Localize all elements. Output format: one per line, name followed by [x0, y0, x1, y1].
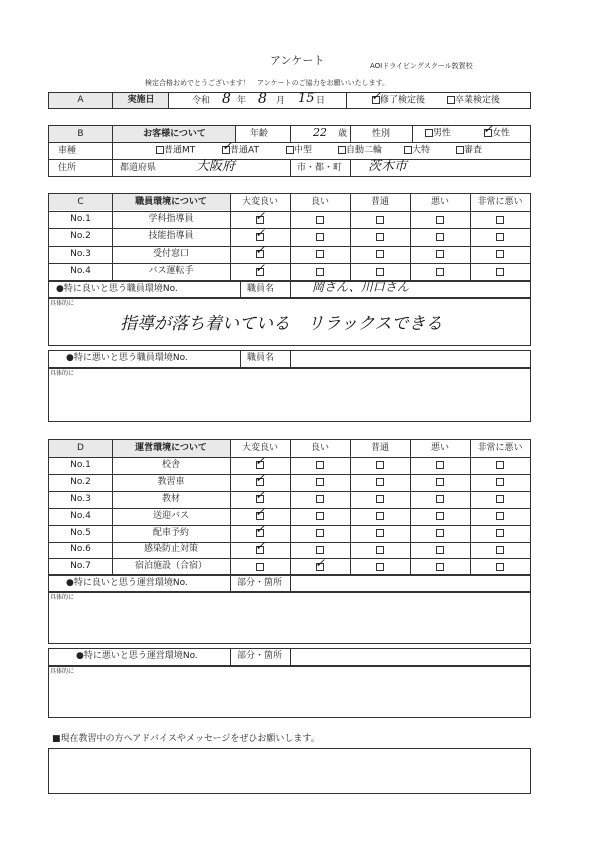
- rating-checkbox[interactable]: [376, 546, 384, 554]
- divider: [290, 351, 291, 367]
- staff-name-label: 職員名: [247, 353, 275, 363]
- divider: [412, 126, 413, 142]
- rating-checkbox[interactable]: [376, 478, 384, 486]
- rating-checkbox[interactable]: [436, 250, 444, 258]
- rating-checkbox[interactable]: [316, 250, 324, 258]
- vehicle-option-0[interactable]: [156, 146, 195, 156]
- col-divider: [290, 194, 291, 280]
- col-divider: [230, 194, 231, 280]
- part-label: 部分・箇所: [237, 578, 283, 588]
- greeting-text: 検定合格おめでとうございます！ アンケートのご協力をお願いいたします。: [145, 79, 390, 87]
- detail-label: 具体的に: [50, 594, 75, 601]
- divider: [112, 143, 113, 177]
- row-item-name: 教習車: [157, 476, 185, 487]
- rating-checkbox[interactable]: [376, 233, 384, 241]
- row-item-name: バス運転手: [148, 266, 194, 277]
- scale-header: 悪い: [430, 443, 449, 453]
- vehicle-option-5[interactable]: [456, 146, 482, 156]
- divider: [49, 142, 530, 143]
- staff-bad-label: ●特に悪いと思う職員環境No.: [66, 353, 188, 363]
- check-mark-icon: ✓: [483, 122, 494, 136]
- row-item-name: 受付窓口: [152, 248, 189, 259]
- detail-label: 具体的に: [50, 668, 75, 675]
- school-name: AOIドライビングスクール敦賀校: [370, 62, 473, 70]
- checkbox-icon[interactable]: [286, 146, 294, 154]
- checkbox-icon[interactable]: [425, 129, 433, 137]
- col-divider: [410, 440, 411, 575]
- staff-env-label: 職員環境について: [135, 197, 207, 207]
- checkbox-icon[interactable]: [447, 96, 455, 104]
- rating-checkbox[interactable]: [436, 461, 444, 469]
- rating-checkbox[interactable]: [436, 268, 444, 276]
- divider: [290, 282, 291, 297]
- row-number: No.4: [70, 266, 91, 277]
- vehicle-option-3[interactable]: [338, 146, 382, 156]
- staff-good-label: ●特に良いと思う職員環境No.: [56, 284, 178, 294]
- staff-bad-detail-box[interactable]: [48, 368, 531, 422]
- col-divider: [350, 194, 351, 280]
- address-label: 住所: [58, 163, 77, 173]
- rating-checkbox[interactable]: [436, 546, 444, 554]
- row-number: No.2: [70, 231, 91, 242]
- rating-checkbox[interactable]: [316, 529, 324, 537]
- option-label: 審査: [464, 145, 483, 156]
- option-label: 中型: [294, 145, 313, 156]
- scale-header: 普通: [370, 197, 389, 207]
- rating-checkbox[interactable]: [436, 216, 444, 224]
- day-unit: 日: [316, 96, 326, 106]
- rating-checkbox[interactable]: [436, 512, 444, 520]
- divider: [230, 649, 231, 665]
- scale-header: 非常に悪い: [477, 443, 523, 453]
- scale-header: 良い: [310, 197, 329, 207]
- rating-checkbox[interactable]: [376, 250, 384, 258]
- row-number: No.1: [70, 459, 91, 470]
- scale-header: 大変良い: [241, 443, 278, 453]
- divider: [230, 576, 231, 591]
- divider: [235, 126, 236, 142]
- good-staff-detail[interactable]: 指導が落ち着いている リラックスできる: [120, 314, 443, 334]
- option-male[interactable]: [425, 129, 451, 139]
- row-number: No.7: [70, 561, 91, 572]
- row-item-name: 配車予約: [152, 527, 189, 538]
- option-label: 卒業検定後: [455, 95, 501, 106]
- checkbox-icon[interactable]: [338, 146, 346, 154]
- checkbox-icon[interactable]: [156, 146, 164, 154]
- rating-checkbox[interactable]: [496, 461, 504, 469]
- rating-checkbox[interactable]: [496, 529, 504, 537]
- row-number: No.1: [70, 214, 91, 225]
- city-value[interactable]: 茨木市: [368, 159, 408, 174]
- rating-checkbox[interactable]: [316, 216, 324, 224]
- month-unit: 月: [276, 96, 286, 106]
- rating-checkbox[interactable]: [376, 529, 384, 537]
- checkbox-icon[interactable]: [404, 146, 412, 154]
- row-number: No.2: [70, 476, 91, 487]
- check-mark-icon: ✓: [255, 454, 266, 469]
- rating-checkbox[interactable]: [316, 461, 324, 469]
- vehicle-option-2[interactable]: [286, 146, 312, 156]
- month-value[interactable]: 8: [258, 91, 267, 107]
- divider: [240, 351, 241, 367]
- divider: [350, 126, 351, 142]
- col-divider: [290, 440, 291, 575]
- vehicle-label: 車種: [58, 146, 77, 156]
- detail-label: 具体的に: [50, 370, 75, 377]
- ops-bad-detail-box[interactable]: [48, 666, 531, 718]
- option-label: 自動二輪: [346, 145, 383, 156]
- row-number: No.4: [70, 510, 91, 521]
- row-item-name: 教材: [161, 493, 180, 504]
- good-staff-value[interactable]: 岡さん、川口さん: [312, 280, 409, 294]
- vehicle-option-4[interactable]: [404, 146, 430, 156]
- option-label: 男性: [433, 128, 452, 139]
- divider: [346, 93, 347, 108]
- divider: [290, 576, 291, 591]
- gender-label: 性別: [372, 129, 391, 139]
- option-label: 大特: [412, 145, 431, 156]
- row-item-name: 送迎バス: [152, 510, 189, 521]
- section-c-id: C: [77, 197, 84, 207]
- col-divider: [230, 440, 231, 575]
- rating-checkbox[interactable]: [496, 563, 504, 571]
- checkbox-icon[interactable]: [456, 146, 464, 154]
- operations-label: 運営環境について: [135, 443, 207, 453]
- row-number: No.3: [70, 248, 91, 259]
- check-mark-icon: ✓: [255, 505, 266, 520]
- divider: [168, 93, 169, 108]
- check-mark-icon: ✓: [315, 555, 326, 570]
- year-value[interactable]: 8: [222, 91, 231, 107]
- row-number: No.6: [70, 544, 91, 555]
- scale-header: 普通: [370, 443, 389, 453]
- col-divider: [350, 440, 351, 575]
- section-a-id: A: [49, 93, 112, 108]
- rating-checkbox[interactable]: [436, 529, 444, 537]
- ops-good-detail-box[interactable]: [48, 592, 531, 644]
- era: 令和: [192, 96, 211, 106]
- scale-header: 悪い: [430, 197, 449, 207]
- detail-label: 具体的に: [50, 300, 75, 307]
- rating-checkbox[interactable]: [376, 495, 384, 503]
- ops-bad-label: ●特に悪いと思う運営環境No.: [76, 651, 198, 661]
- scale-header: 大変良い: [241, 197, 278, 207]
- ops-good-label: ●特に良いと思う運営環境No.: [66, 578, 188, 588]
- rating-checkbox[interactable]: [316, 268, 324, 276]
- rating-checkbox[interactable]: [376, 268, 384, 276]
- check-mark-icon: ✓: [255, 243, 266, 258]
- rating-checkbox[interactable]: [316, 233, 324, 241]
- check-mark-icon: ✓: [255, 225, 266, 240]
- row-number: No.3: [70, 493, 91, 504]
- check-mark-icon: ✓: [371, 89, 382, 103]
- option-label: 普通MT: [164, 145, 196, 156]
- section-b-id: B: [49, 126, 112, 142]
- check-mark-icon: ✓: [255, 538, 266, 553]
- rating-checkbox[interactable]: [496, 546, 504, 554]
- check-mark-icon: ✓: [255, 471, 266, 486]
- row-item-name: 学科指導員: [148, 214, 194, 225]
- day-value[interactable]: 15: [298, 91, 315, 106]
- rating-checkbox[interactable]: [376, 512, 384, 520]
- message-label: ■現在教習中の方へアドバイスやメッセージをぜひお願いします。: [52, 734, 320, 744]
- rating-checkbox[interactable]: [496, 495, 504, 503]
- date-label: 実施日: [112, 93, 169, 108]
- option-label: 女性: [492, 128, 511, 139]
- scale-header: 非常に悪い: [477, 197, 523, 207]
- divider: [290, 160, 291, 177]
- prefecture-value[interactable]: 大阪府: [196, 159, 236, 174]
- part-label: 部分・箇所: [237, 651, 283, 661]
- rating-checkbox[interactable]: [496, 250, 504, 258]
- prefecture-label: 都道府県: [120, 163, 157, 173]
- city-label: 市・都・町: [297, 163, 343, 173]
- row-number: No.5: [70, 527, 91, 538]
- divider: [290, 126, 291, 142]
- rating-checkbox[interactable]: [256, 563, 264, 571]
- rating-checkbox[interactable]: [376, 461, 384, 469]
- year-unit: 年: [237, 96, 247, 106]
- rating-checkbox[interactable]: [316, 512, 324, 520]
- divider: [240, 282, 241, 297]
- divider: [290, 649, 291, 665]
- message-box[interactable]: [48, 748, 531, 794]
- check-mark-icon: ✓: [222, 139, 233, 153]
- rating-checkbox[interactable]: [496, 216, 504, 224]
- rating-checkbox[interactable]: [316, 495, 324, 503]
- rating-checkbox[interactable]: [316, 546, 324, 554]
- rating-checkbox[interactable]: [436, 563, 444, 571]
- row-item-name: 宿泊施設（合宿）: [134, 561, 207, 572]
- check-mark-icon: ✓: [255, 208, 266, 223]
- check-mark-icon: ✓: [255, 488, 266, 503]
- rating-checkbox[interactable]: [376, 563, 384, 571]
- check-mark-icon: ✓: [255, 260, 266, 275]
- row-item-name: 感染防止対策: [143, 544, 198, 555]
- age-label: 年齢: [250, 129, 269, 139]
- age-unit: 歳: [338, 129, 348, 139]
- rating-checkbox[interactable]: [316, 478, 324, 486]
- row-item-name: 技能指導員: [148, 231, 194, 242]
- age-value[interactable]: 22: [313, 126, 327, 139]
- option-label: 普通AT: [230, 145, 259, 156]
- section-d-id: D: [77, 443, 84, 453]
- col-divider: [470, 440, 471, 575]
- divider: [350, 160, 351, 177]
- option-label: 修了検定後: [380, 95, 426, 106]
- rating-checkbox[interactable]: [436, 233, 444, 241]
- staff-name-label: 職員名: [247, 284, 275, 294]
- scale-header: 良い: [310, 443, 329, 453]
- option-graduation-test[interactable]: [447, 96, 500, 106]
- rating-checkbox[interactable]: [436, 495, 444, 503]
- rating-checkbox[interactable]: [436, 478, 444, 486]
- rating-checkbox[interactable]: [496, 478, 504, 486]
- rating-checkbox[interactable]: [496, 233, 504, 241]
- rating-checkbox[interactable]: [376, 216, 384, 224]
- rating-checkbox[interactable]: [496, 268, 504, 276]
- row-item-name: 校舎: [161, 459, 180, 470]
- check-mark-icon: ✓: [255, 522, 266, 537]
- col-divider: [410, 194, 411, 280]
- customer-label: お客様について: [112, 126, 236, 142]
- col-divider: [470, 194, 471, 280]
- form-title: アンケート: [270, 54, 325, 67]
- rating-checkbox[interactable]: [496, 512, 504, 520]
